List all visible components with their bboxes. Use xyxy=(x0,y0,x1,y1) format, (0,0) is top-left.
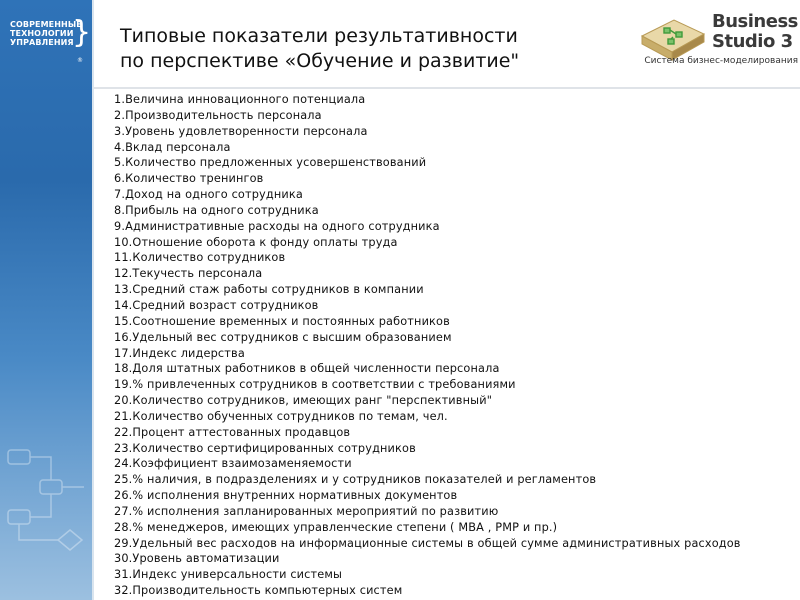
indicator-item: 5.Количество предложенных усовершенствований xyxy=(114,156,427,170)
indicator-item: 7.Доход на одного сотрудника xyxy=(114,188,303,202)
indicator-item: 18.Доля штатных работников в общей численности персонала xyxy=(114,362,500,376)
sidebar-separator xyxy=(92,0,94,600)
product-name-line-2: Studio 3 xyxy=(712,31,793,52)
indicator-item: 13.Средний стаж работы сотрудников в компании xyxy=(114,283,424,297)
company-logo-line: УПРАВЛЕНИЯ xyxy=(10,38,74,47)
slide-title-line-2: по перспективе «Обучение и развитие" xyxy=(120,50,520,72)
indicator-item: 1.Величина инновационного потенциала xyxy=(114,93,366,106)
slide-title-line-1: Типовые показатели результативности xyxy=(120,25,518,47)
business-studio-logo xyxy=(638,10,798,72)
indicator-item: 20.Количество сотрудников, имеющих ранг "перспективный" xyxy=(114,394,493,408)
registered-mark: ® xyxy=(77,57,84,64)
indicator-item: 9.Административные расходы на одного сотрудника xyxy=(114,219,440,233)
header-divider xyxy=(94,87,800,89)
indicator-item: 8.Прибыль на одного сотрудника xyxy=(114,203,319,217)
indicator-item: 22.Процент аттестованных продавцов xyxy=(114,425,351,439)
product-tagline: Система бизнес-моделирования xyxy=(644,56,798,66)
product-name-line-1: Business xyxy=(712,11,798,32)
left-sidebar xyxy=(0,0,92,600)
process-diagram-watermark-icon xyxy=(0,420,92,570)
indicator-item: 30.Уровень автоматизации xyxy=(114,552,280,566)
indicator-item: 23.Количество сертифицированных сотрудников xyxy=(114,441,416,455)
indicator-item: 27.% исполнения запланированных мероприятий по развитию xyxy=(114,504,499,518)
indicator-item: 6.Количество тренингов xyxy=(114,172,264,186)
indicator-item: 2.Производительность персонала xyxy=(114,108,322,122)
indicator-item: 14.Средний возраст сотрудников xyxy=(114,298,319,312)
company-logo xyxy=(10,15,92,64)
slide-title xyxy=(120,24,600,74)
indicator-item: 19.% привлеченных сотрудников в соответствии с требованиями xyxy=(114,378,516,392)
indicator-list xyxy=(114,92,800,599)
indicator-item: 26.% исполнения внутренних нормативных документов xyxy=(114,489,458,503)
indicator-item: 28.% менеджеров, имеющих управленческие степени ( MBA , PMP и пр.) xyxy=(114,520,558,534)
indicator-item: 17.Индекс лидерства xyxy=(114,346,245,360)
company-logo-line: ТЕХНОЛОГИИ xyxy=(10,29,74,38)
indicator-item: 12.Текучесть персонала xyxy=(114,267,263,281)
indicator-item: 11.Количество сотрудников xyxy=(114,251,286,265)
indicator-item: 32.Производительность компьютерных систем xyxy=(114,584,403,598)
indicator-item: 24.Коэффициент взаимозаменяемости xyxy=(114,457,352,471)
indicator-item: 16.Удельный вес сотрудников с высшим образованием xyxy=(114,330,452,344)
indicator-item: 31.Индекс универсальности системы xyxy=(114,568,343,582)
company-logo-line: СОВРЕМЕННЫЕ xyxy=(10,20,82,29)
indicator-item: 10.Отношение оборота к фонду оплаты труда xyxy=(114,235,398,249)
indicator-item: 29.Удельный вес расходов на информационные системы в общей сумме административных расходов xyxy=(114,536,741,550)
indicator-item: 4.Вклад персонала xyxy=(114,140,231,154)
indicator-item: 15.Соотношение временных и постоянных работников xyxy=(114,314,450,328)
indicator-item: 21.Количество обученных сотрудников по темам, чел. xyxy=(114,409,448,423)
indicator-item: 3.Уровень удовлетворенности персонала xyxy=(114,124,368,138)
indicator-item: 25.% наличия, в подразделениях и у сотрудников показателей и регламентов xyxy=(114,473,597,487)
company-logo-brace: } xyxy=(72,15,92,50)
